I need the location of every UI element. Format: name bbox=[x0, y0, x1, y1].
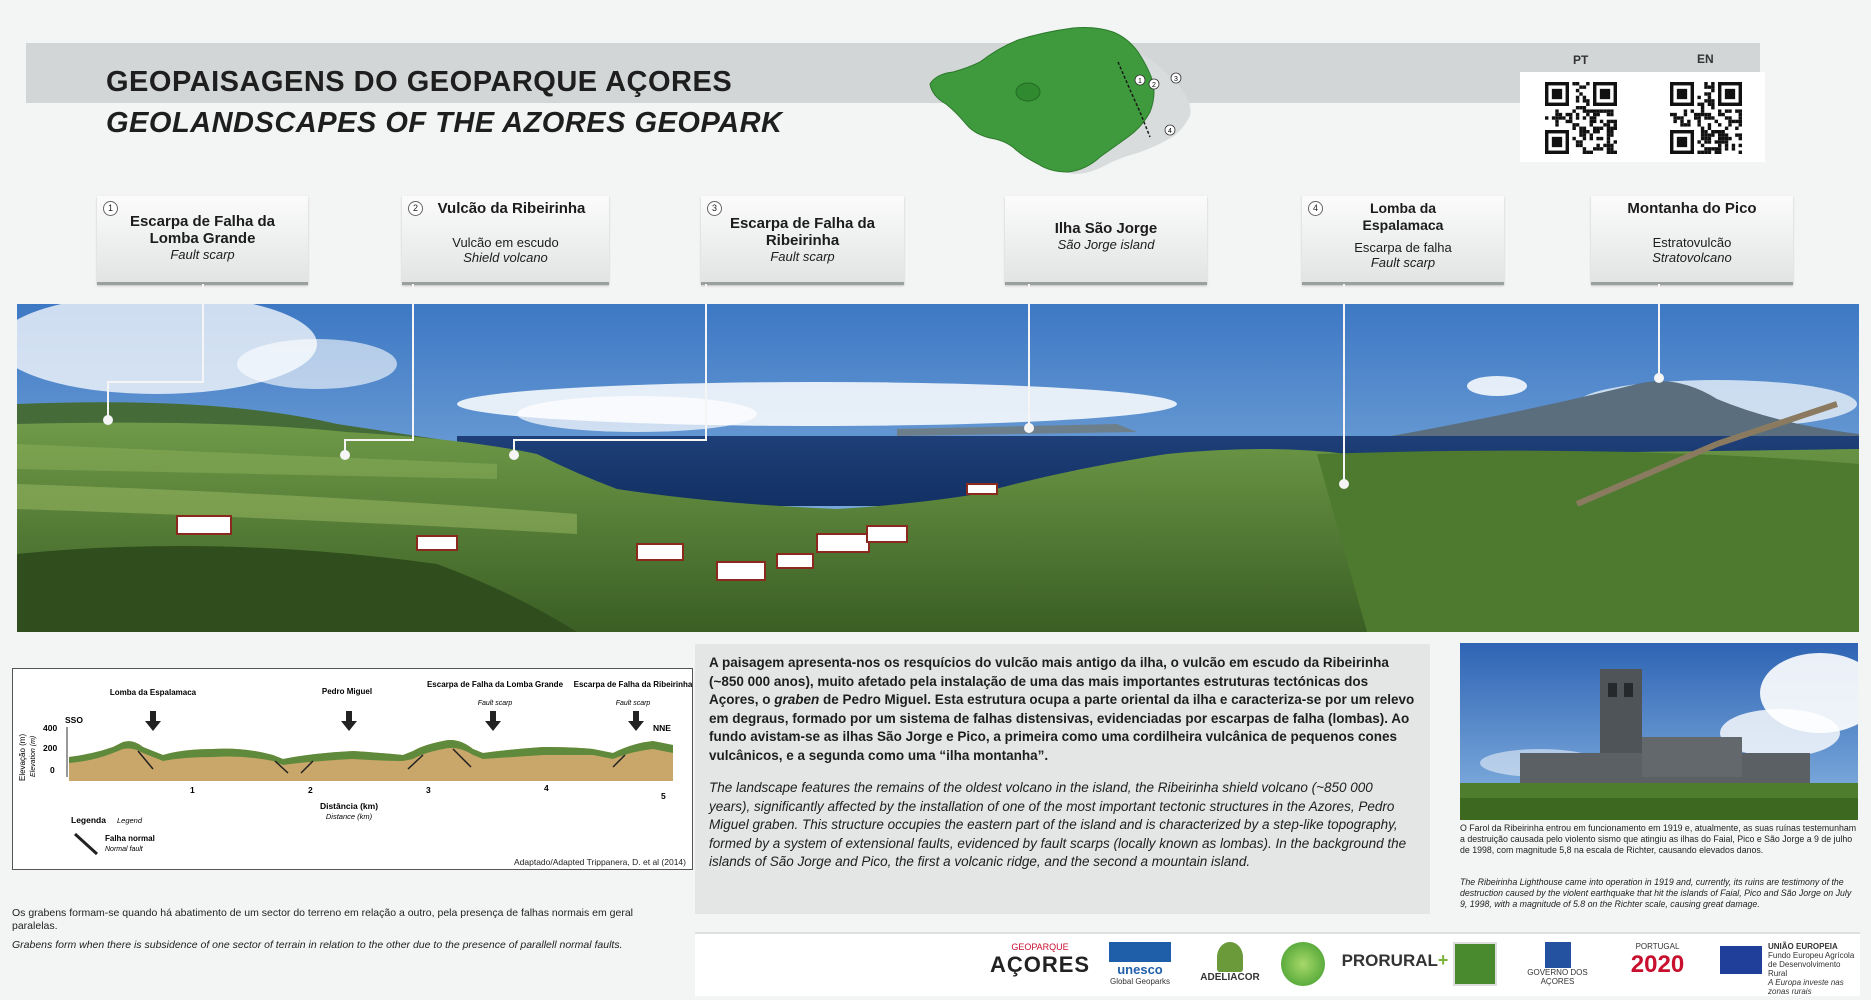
unesco-logo: unesco Global Geoparks bbox=[1105, 942, 1175, 986]
description-panel bbox=[695, 644, 1430, 914]
title-pt: GEOPAISAGENS DO GEOPARQUE AÇORES bbox=[106, 66, 733, 98]
xtick: 3 bbox=[426, 785, 431, 795]
label-subtitle-en: Fault scarp bbox=[170, 247, 235, 262]
leader-logo bbox=[1275, 942, 1330, 986]
xtick: 2 bbox=[308, 785, 313, 795]
legend-fault-en: Normal fault bbox=[105, 846, 143, 853]
legend-title-en: Legend bbox=[117, 816, 143, 825]
marker-label: Escarpa de Falha da Lomba Grande bbox=[426, 680, 564, 689]
xtick: 4 bbox=[544, 783, 549, 793]
ytick: 0 bbox=[50, 765, 55, 775]
label-subtitle: Vulcão em escudo bbox=[452, 235, 559, 250]
map-point-1: 1 bbox=[1138, 78, 1142, 85]
portugal-2020-logo: PORTUGAL 2020 bbox=[1630, 942, 1685, 978]
eu-feader-logo: UNIÃO EUROPEIA Fundo Europeu Agrícola de Desenvolvimento Rural A Europa investe nas zonas rurais bbox=[1720, 942, 1855, 996]
xtick: 5 bbox=[661, 791, 666, 801]
grabens-en: Grabens form when there is subsidence of one sector of terrain in relation to the other due to the presence of parallell normal faults. bbox=[12, 939, 623, 951]
label-number: 2 bbox=[408, 201, 423, 216]
label-title: Montanha do Pico bbox=[1627, 200, 1757, 217]
label-subtitle-en: Fault scarp bbox=[770, 249, 835, 264]
label-subtitle-en: São Jorge island bbox=[1057, 237, 1155, 252]
title-en: GEOLANDSCAPES OF THE AZORES GEOPARK bbox=[106, 107, 783, 139]
ytick: 400 bbox=[43, 723, 58, 733]
marker-label-en: Fault scarp bbox=[477, 700, 513, 707]
left-direction: SSO bbox=[65, 715, 83, 725]
xlabel-pt: Distância (km) bbox=[319, 801, 379, 811]
marker-label: Escarpa de Falha da Ribeirinha bbox=[573, 680, 692, 689]
label-title: Lomba da Espalamaca bbox=[1362, 200, 1444, 233]
description-en: The landscape features the remains of the oldest volcano in the island, the Ribeirinha shield volcano (~850 000 years), significantly affected by the installation of one of the most important tectonic structures in the Azores, Pedro Miguel graben. This structure occupies the eastern part of the island and is characterized by a step-like topography, formed by a system of extensional faults, evidenced by fault scarps (locally known as lombas). In the background the islands of São Jorge and Pico, the first a volcanic ridge, and the second a mountain island. bbox=[709, 780, 1407, 869]
elevation-profile bbox=[12, 668, 693, 870]
label-subtitle-en: Stratovolcano bbox=[1652, 250, 1732, 265]
marker-label-en: Fault scarp bbox=[615, 700, 651, 707]
label-subtitle-en: Shield volcano bbox=[463, 250, 548, 265]
label-number: 3 bbox=[707, 201, 722, 216]
leader-plus-logo bbox=[1450, 942, 1500, 986]
legend-title-pt: Legenda bbox=[71, 815, 106, 825]
xtick: 1 bbox=[190, 785, 195, 795]
xlabel-en: Distance (km) bbox=[325, 812, 373, 821]
ylabel-pt: Elevação (m) bbox=[18, 733, 27, 781]
ytick: 200 bbox=[43, 743, 58, 753]
map-point-3: 3 bbox=[1174, 76, 1178, 83]
label-title: Ilha São Jorge bbox=[1054, 220, 1158, 237]
map-point-2: 2 bbox=[1152, 82, 1156, 89]
label-subtitle: Escarpa de falha bbox=[1354, 240, 1452, 255]
description-pt: A paisagem apresenta-nos os resquícios do vulcão mais antigo da ilha, o vulcão em escudo da Ribeirinha (~850 000 anos), muito afetado pela instalação de uma das mais importantes estruturas tectónicas dos Açores, o graben de Pedro Miguel. Esta estrutura ocupa a parte oriental da ilha e caracteriza-se por um relevo em degraus, formado por um sistema de falhas distensivas, evidenciadas por escarpas de falha (lombas). Ao fundo avistam-se as ilhas São Jorge e Pico, a primeira como uma cordilheira vulcânica de pequenos cones vulcânicos, e a segunda como uma “ilha montanha”. bbox=[709, 655, 1415, 763]
label-title: Escarpa de Falha da Lomba Grande bbox=[129, 213, 276, 247]
geoparque-acores-logo: GEOPARQUE AÇORES bbox=[989, 942, 1091, 977]
right-direction: NNE bbox=[653, 723, 671, 733]
label-subtitle-en: Fault scarp bbox=[1370, 255, 1436, 270]
label-subtitle: Estratovulcão bbox=[1652, 235, 1732, 250]
photo-caption-pt: O Farol da Ribeirinha entrou em funcionamento em 1919 e, atualmente, as suas ruínas testemunham a destruição causada pelo violento sismo que atingiu as ilhas do Faial, Pico e São Jorge a 9 de julho de 1998, com magnitude 5,8 na escala de Richter, causando elevados danos. bbox=[1460, 823, 1857, 855]
governo-acores-logo: GOVERNO DOS AÇORES bbox=[1515, 942, 1600, 986]
label-number: 4 bbox=[1308, 201, 1323, 216]
ylabel-en: Elevation (m) bbox=[30, 735, 37, 777]
diagram-source: Adaptado/Adapted Trippanera, D. et al (2014) bbox=[513, 857, 686, 867]
profile-graphic bbox=[13, 669, 692, 869]
grabens-pt: Os grabens formam-se quando há abatimento de um sector do terreno em relação a outro, pela presença de falhas normais em geral paralelas. bbox=[12, 907, 634, 932]
qr-en-label: EN bbox=[1697, 52, 1714, 66]
marker-label: Lomba da Espalamaca bbox=[109, 688, 197, 697]
marker-arrows bbox=[145, 711, 644, 731]
adeliacor-logo: ADELIACOR bbox=[1190, 942, 1270, 983]
eu-flag-icon bbox=[1720, 946, 1762, 974]
sponsors-bar bbox=[695, 932, 1860, 996]
label-number: 1 bbox=[103, 201, 118, 216]
prorural-logo: PRORURAL+ bbox=[1341, 950, 1449, 970]
legend-fault-pt: Falha normal bbox=[105, 834, 155, 843]
qr-pt-label: PT bbox=[1573, 53, 1589, 67]
lighthouse-photo bbox=[1460, 643, 1858, 820]
normal-fault-icon bbox=[75, 834, 97, 854]
photo-caption-en: The Ribeirinha Lighthouse came into operation in 1919 and, currently, its ruins are testimony of the destruction caused by the violent earthquake that hit the islands of Faial, Pico and São Jorge on July 9, 1998, with a magnitude of 5.8 on the Richter scale, causing great damage. bbox=[1460, 877, 1852, 909]
label-title: Escarpa de Falha da Ribeirinha bbox=[729, 215, 876, 249]
marker-label: Pedro Miguel bbox=[321, 687, 373, 696]
map-point-4: 4 bbox=[1168, 128, 1172, 135]
grabens-note bbox=[12, 907, 672, 952]
label-title: Vulcão da Ribeirinha bbox=[437, 200, 586, 217]
